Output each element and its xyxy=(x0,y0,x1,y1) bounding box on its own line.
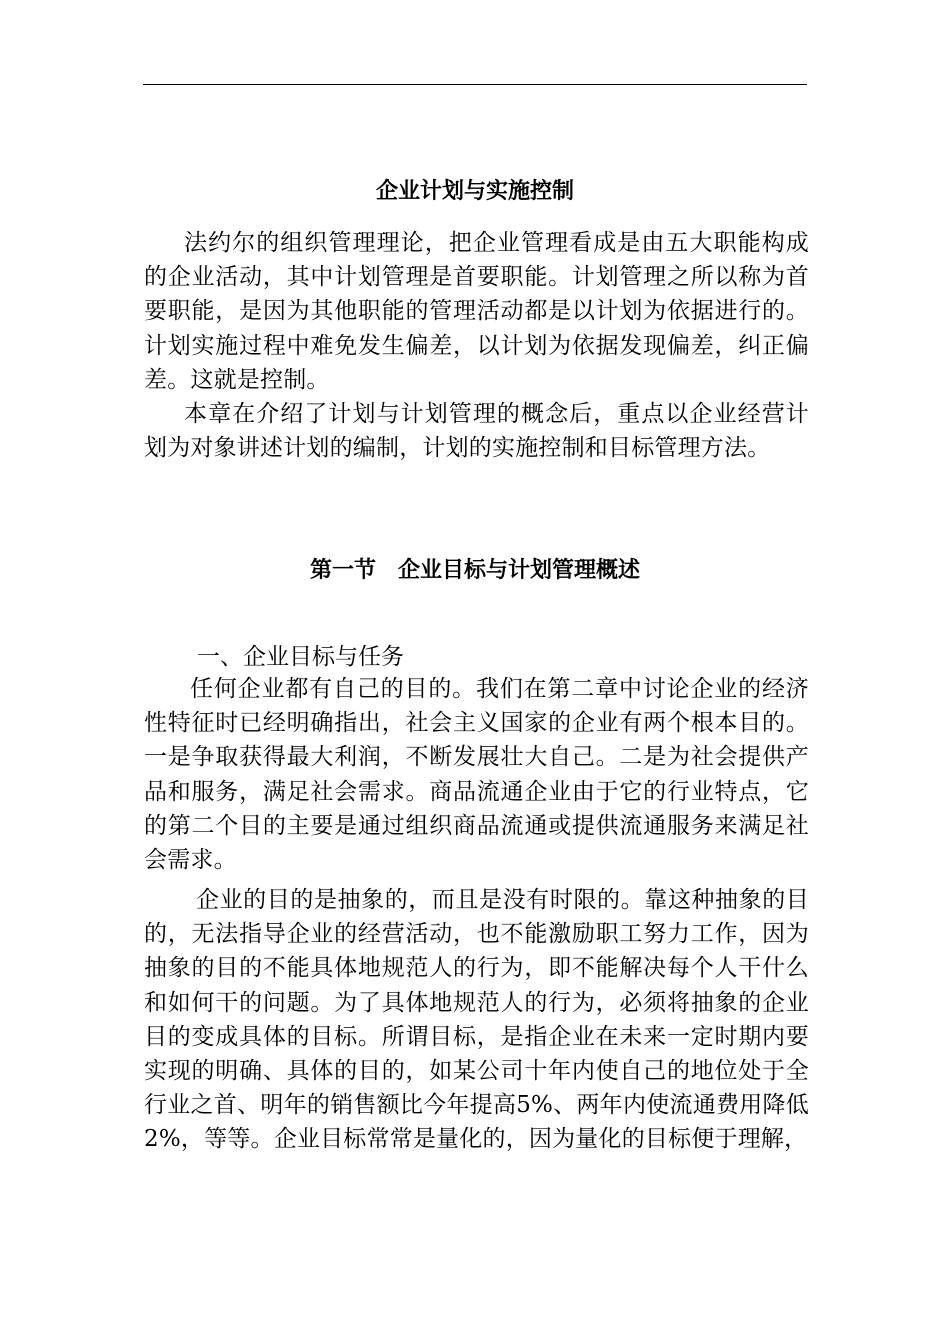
intro-paragraph-2: 本章在介绍了计划与计划管理的概念后，重点以企业经营计划为对象讲述计划的编制，计划的实施控制和目标管理方法。 xyxy=(144,401,809,462)
page-title: 企业计划与实施控制 xyxy=(375,179,574,204)
intro-text xyxy=(144,226,809,465)
body-paragraph-1: 任何企业都有自己的目的。我们在第二章中讨论企业的经济性特征时已经明确指出，社会主义国家的企业有两个根本目的。一是争取获得最大利润，不断发展壮大自己。二是为社会提供产品和服务，满足社会需求。商品流通企业由于它的行业特点，它的第二个目的主要是通过组织商品流通或提供流通服务来满足社会需求。 xyxy=(144,676,809,874)
subsection-title: 一、企业目标与任务 xyxy=(197,644,404,670)
body-paragraph-2: 企业的目的是抽象的，而且是没有时限的。靠这种抽象的目的，无法指导企业的经营活动，也不能激励职工努力工作，因为抽象的目的不能具体地规范人的行为，即不能解决每个人干什么和如何干的问题。为了具体地规范人的行为，必须将抽象的企业目的变成具体的目标。所谓目标，是指企业在未来一定时期内要实现的明确、具体的目的，如某公司十年内使自己的地位处于全行业之首、明年的销售额比今年提高5%、两年内使流通费用降低2%，等等。企业目标常常是量化的，因为量化的目标便于理解， xyxy=(144,887,809,1153)
body-text-2 xyxy=(144,883,809,1157)
header-rule xyxy=(143,84,807,85)
intro-paragraph-1: 法约尔的组织管理理论，把企业管理看成是由五大职能构成的企业活动，其中计划管理是首要职能。计划管理之所以称为首要职能，是因为其他职能的管理活动都是以计划为依据进行的。计划实施过程中难免发生偏差，以计划为依据发现偏差，纠正偏差。这就是控制。 xyxy=(144,230,809,393)
section-title: 第一节 企业目标与计划管理概述 xyxy=(309,558,640,583)
body-text-1 xyxy=(144,672,809,877)
